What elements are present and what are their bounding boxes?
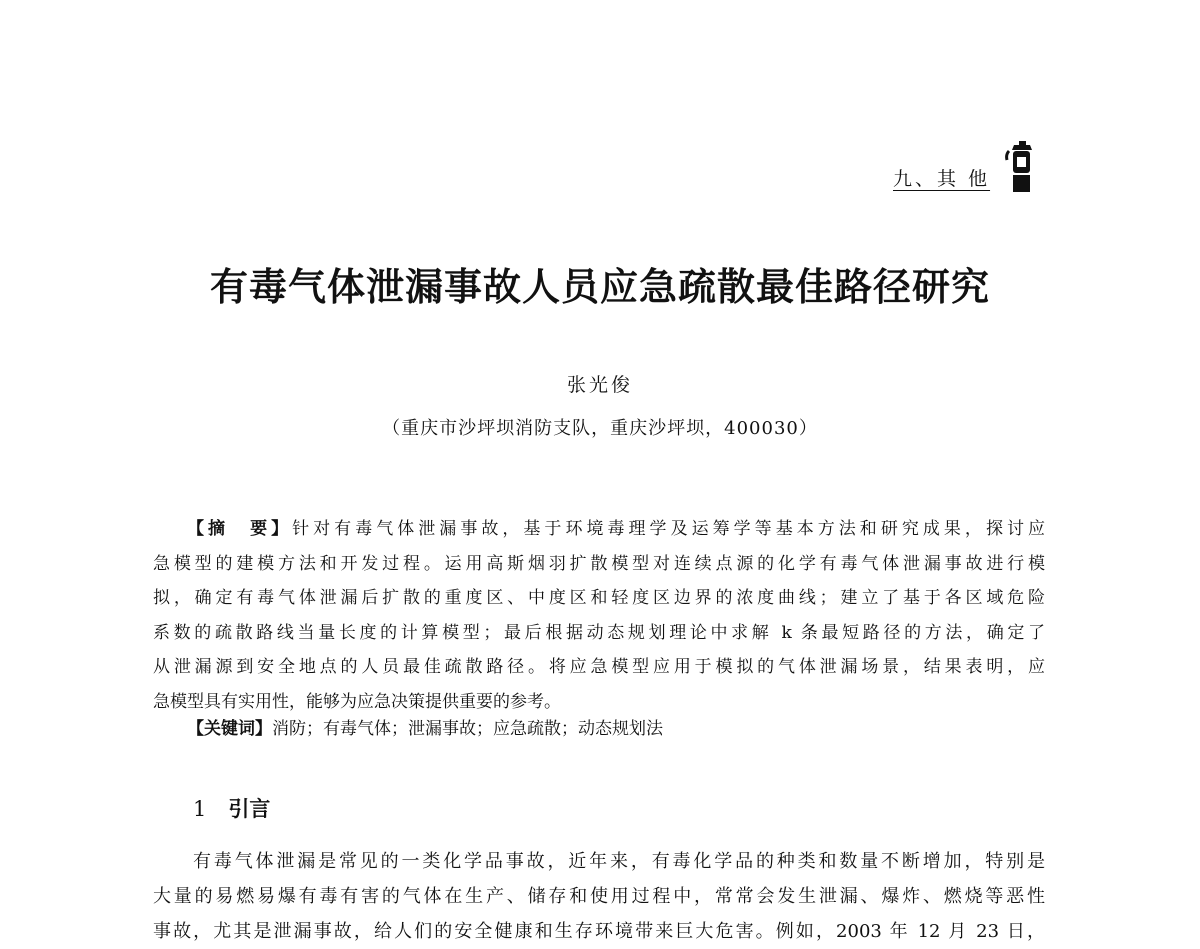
abstract-label: 【摘 要】 <box>187 519 293 539</box>
abstract <box>153 512 1045 720</box>
abstract-line: 急模型具有实用性，能够为应急决策提供重要的参考。 <box>153 691 561 712</box>
abstract-line: 急模型的建模方法和开发过程。运用高斯烟羽扩散模型对连续点源的化学有毒气体泄漏事故进行模 <box>153 553 1045 574</box>
body-line: 有毒气体泄漏是常见的一类化学品事故，近年来，有毒化学品的种类和数量不断增加，特别是 <box>193 851 1045 872</box>
section-heading <box>193 793 270 823</box>
abstract-line: 从泄漏源到安全地点的人员最佳疏散路径。将应急模型应用于模拟的气体泄漏场景，结果表明，应 <box>153 657 1045 678</box>
section-title: 引言 <box>228 797 271 821</box>
section-label: 九、其 他 <box>893 168 991 190</box>
body-line: 事故，尤其是泄漏事故，给人们的安全健康和生存环境带来巨大危害。例如，2003 年 12 月 23 日， <box>153 921 1045 942</box>
section-number: 1 <box>193 797 207 821</box>
abstract-line: 拟，确定有毒气体泄漏后扩散的重度区、中度区和轻度区边界的浓度曲线；建立了基于各区域危险 <box>153 588 1045 609</box>
author-affiliation: （重庆市沙坪坝消防支队，重庆沙坪坝，400030） <box>382 418 818 439</box>
abstract-text: 针对有毒气体泄漏事故，基于环境毒理学及运筹学等基本方法和研究成果，探讨应 <box>292 519 1045 539</box>
body-text <box>153 844 1045 949</box>
body-line: 大量的易燃易爆有毒有害的气体在生产、储存和使用过程中，常常会发生泄漏、爆炸、燃烧等恶性 <box>153 886 1045 907</box>
paper-title: 有毒气体泄漏事故人员应急疏散最佳路径研究 <box>209 264 990 309</box>
author-name: 张光俊 <box>566 374 633 396</box>
section-header <box>893 141 1034 191</box>
fire-extinguisher-icon <box>1004 141 1034 197</box>
keywords <box>187 714 663 744</box>
keywords-label: 【关键词】 <box>187 719 272 739</box>
abstract-line: 系数的疏散路线当量长度的计算模型；最后根据动态规划理论中求解 k 条最短路径的方法，确定了 <box>153 622 1045 643</box>
abstract-line <box>153 512 1045 547</box>
keywords-text: 消防；有毒气体；泄漏事故；应急疏散；动态规划法 <box>272 719 663 739</box>
